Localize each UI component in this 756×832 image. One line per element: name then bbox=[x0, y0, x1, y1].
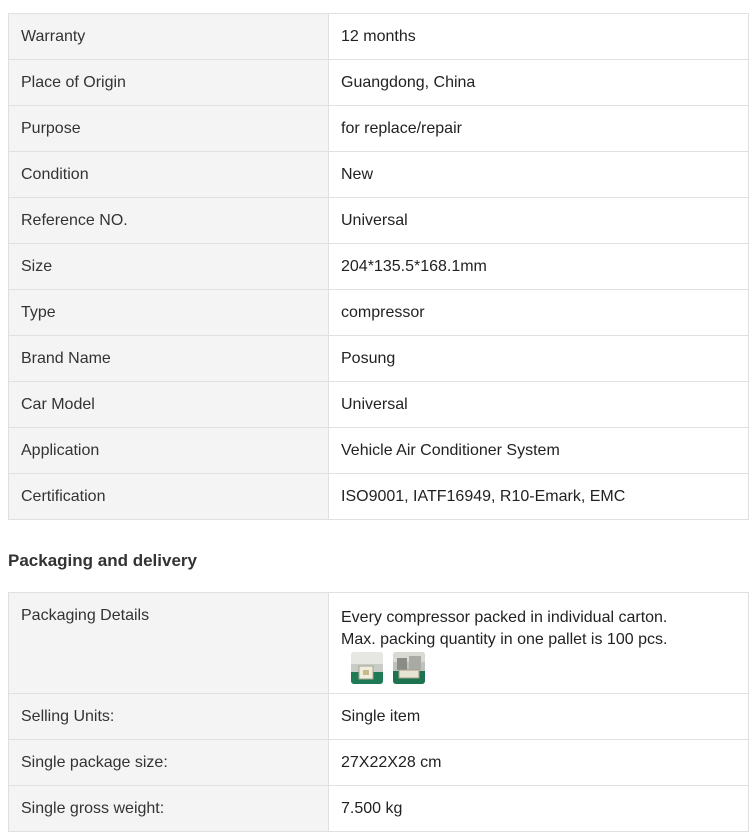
table-row bbox=[9, 382, 749, 428]
packaging-value: Single item bbox=[329, 694, 749, 740]
table-row bbox=[9, 593, 749, 694]
attribute-label: Size bbox=[9, 244, 329, 290]
attribute-value: Universal bbox=[329, 382, 749, 428]
table-row bbox=[9, 14, 749, 60]
attribute-label: Type bbox=[9, 290, 329, 336]
table-row bbox=[9, 474, 749, 520]
table-row bbox=[9, 786, 749, 832]
attribute-value: New bbox=[329, 152, 749, 198]
packaging-details-label: Packaging Details bbox=[9, 593, 329, 694]
attribute-label: Place of Origin bbox=[9, 60, 329, 106]
packaging-details-line: Max. packing quantity in one pallet is 100 pcs. bbox=[341, 631, 668, 648]
table-row bbox=[9, 152, 749, 198]
packaging-section-title: Packaging and delivery bbox=[8, 551, 197, 570]
table-row bbox=[9, 336, 749, 382]
attribute-label: Certification bbox=[9, 474, 329, 520]
attribute-label: Condition bbox=[9, 152, 329, 198]
table-row bbox=[9, 106, 749, 152]
attribute-label: Brand Name bbox=[9, 336, 329, 382]
attribute-value: Posung bbox=[329, 336, 749, 382]
attribute-label: Reference NO. bbox=[9, 198, 329, 244]
packaging-label: Selling Units: bbox=[9, 694, 329, 740]
table-row bbox=[9, 244, 749, 290]
attribute-label: Warranty bbox=[9, 14, 329, 60]
table-row bbox=[9, 428, 749, 474]
attribute-label: Application bbox=[9, 428, 329, 474]
packaging-thumbnails bbox=[351, 652, 736, 684]
attribute-label: Purpose bbox=[9, 106, 329, 152]
table-row bbox=[9, 694, 749, 740]
packaging-photo-thumbnail[interactable] bbox=[393, 652, 425, 684]
packaging-table bbox=[8, 592, 749, 832]
packaging-details-line: Every compressor packed in individual carton. bbox=[341, 609, 668, 626]
attribute-value: Universal bbox=[329, 198, 749, 244]
packaging-label: Single package size: bbox=[9, 740, 329, 786]
attribute-value: Vehicle Air Conditioner System bbox=[329, 428, 749, 474]
attribute-value: compressor bbox=[329, 290, 749, 336]
packaging-details-value bbox=[329, 593, 749, 694]
attribute-value: ISO9001, IATF16949, R10-Emark, EMC bbox=[329, 474, 749, 520]
packaging-value: 27X22X28 cm bbox=[329, 740, 749, 786]
table-row bbox=[9, 60, 749, 106]
packaging-label: Single gross weight: bbox=[9, 786, 329, 832]
packaging-value: 7.500 kg bbox=[329, 786, 749, 832]
attribute-value: for replace/repair bbox=[329, 106, 749, 152]
table-row bbox=[9, 740, 749, 786]
packaging-photo-thumbnail[interactable] bbox=[351, 652, 383, 684]
attribute-value: Guangdong, China bbox=[329, 60, 749, 106]
attribute-label: Car Model bbox=[9, 382, 329, 428]
attribute-value: 12 months bbox=[329, 14, 749, 60]
attribute-value: 204*135.5*168.1mm bbox=[329, 244, 749, 290]
attributes-table bbox=[8, 13, 749, 520]
table-row bbox=[9, 198, 749, 244]
table-row bbox=[9, 290, 749, 336]
